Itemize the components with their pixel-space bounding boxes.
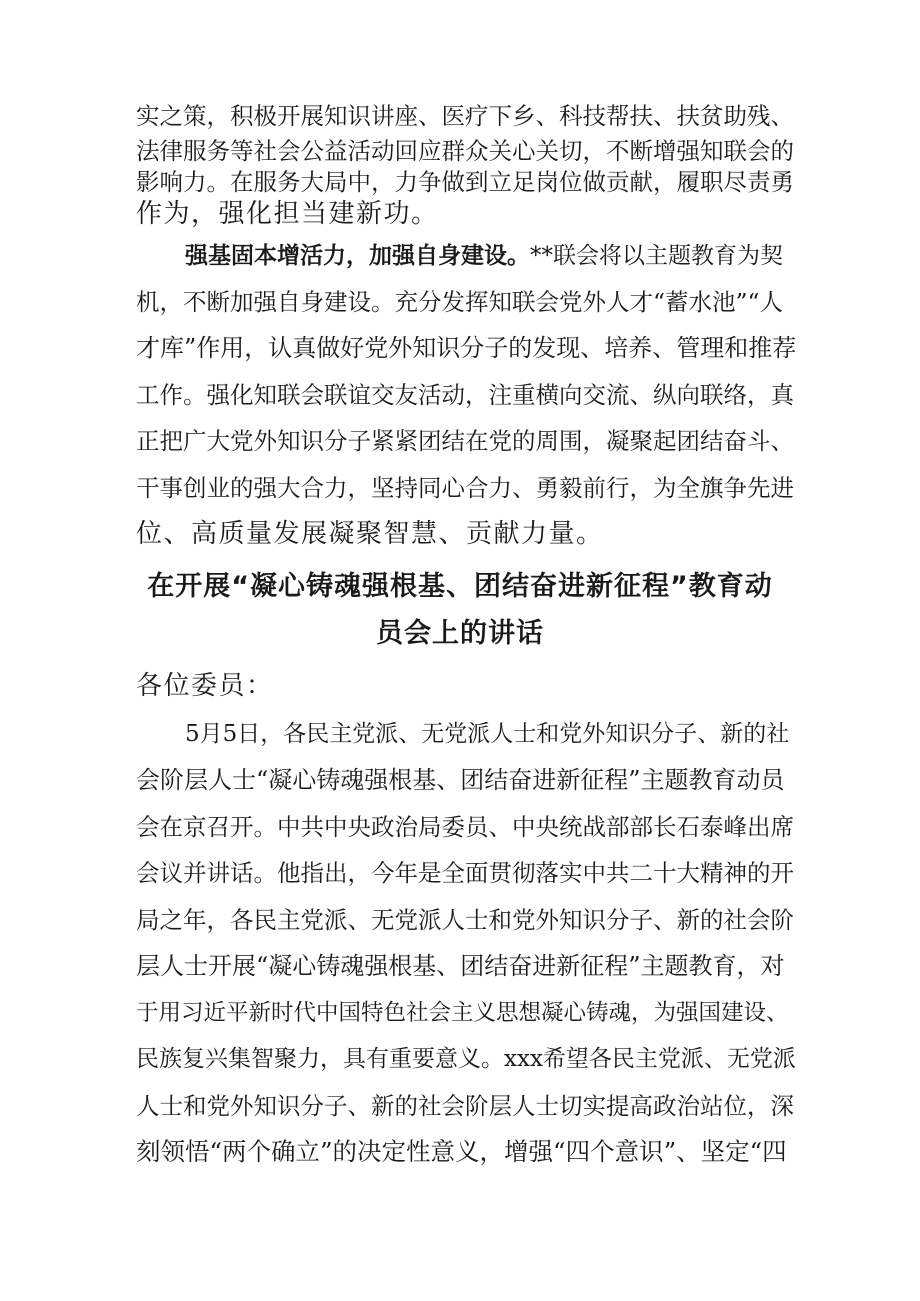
paragraph-line: 会阶层人士“凝心铸魂强根基、团结奋进新征程”主题教育动员 [136, 766, 785, 794]
paragraph-line: 层人士开展“凝心铸魂强根基、团结奋进新征程”主题教育，对 [136, 952, 785, 980]
section-first-line-text: **联会将以主题教育为契 [530, 243, 783, 269]
section-heading: 强基固本增活力，加强自身建设。 [185, 243, 530, 269]
paragraph-line: 法律服务等社会公益活动回应群众关心关切，不断增强知联会的 [136, 137, 794, 165]
salutation: 各位委员： [136, 671, 274, 701]
section-first-line [185, 240, 795, 272]
paragraph-line: 会在京召开。中共中央政治局委员、中央统战部部长石泰峰出席 [136, 813, 794, 841]
paragraph-line: 作为，强化担当建新功。 [136, 199, 439, 229]
paragraph-line: 工作。强化知联会联谊交友活动，注重横向交流、纵向联络，真 [136, 381, 794, 409]
speech-title-line2: 员会上的讲话 [376, 618, 544, 649]
paragraph-line: 机，不断加强自身建设。充分发挥知联会党外人才“蓄水池”“人 [136, 288, 784, 316]
paragraph-line: 才库”作用，认真做好党外知识分子的发现、培养、管理和推荐 [136, 334, 797, 362]
paragraph-line: 于用习近平新时代中国特色社会主义思想凝心铸魂，为强国建设、 [136, 1000, 789, 1026]
paragraph-line: 实之策，积极开展知识讲座、医疗下乡、科技帮扶、扶贫助残、 [136, 102, 794, 130]
paragraph-line: 影响力。在服务大局中，力争做到立足岗位做贡献，履职尽责勇 [136, 168, 794, 196]
paragraph-line: 干事创业的强大合力，坚持同心合力、勇毅前行，为全旗争先进 [136, 474, 794, 502]
paragraph-line: 会议并讲话。他指出，今年是全面贯彻落实中共二十大精神的开 [136, 859, 794, 887]
paragraph-line: 刻领悟“两个确立”的决定性意义，增强“四个意识”、坚定“四 [136, 1137, 787, 1166]
paragraph-line: 民族复兴集智聚力，具有重要意义。xxx希望各民主党派、无党派 [136, 1046, 796, 1072]
paragraph-line: 局之年，各民主党派、无党派人士和党外知识分子、新的社会阶 [136, 906, 794, 934]
paragraph-line: 位、高质量发展凝聚智慧、贡献力量。 [136, 519, 604, 549]
paragraph-line: 5月5日，各民主党派、无党派人士和党外知识分子、新的社 [185, 721, 790, 747]
paragraph-line: 人士和党外知识分子、新的社会阶层人士切实提高政治站位，深 [136, 1092, 794, 1120]
paragraph-line: 正把广大党外知识分子紧紧团结在党的周围，凝聚起团结奋斗、 [136, 427, 794, 455]
speech-title-line1: 在开展“凝心铸魂强根基、团结奋进新征程”教育动 [147, 571, 773, 602]
